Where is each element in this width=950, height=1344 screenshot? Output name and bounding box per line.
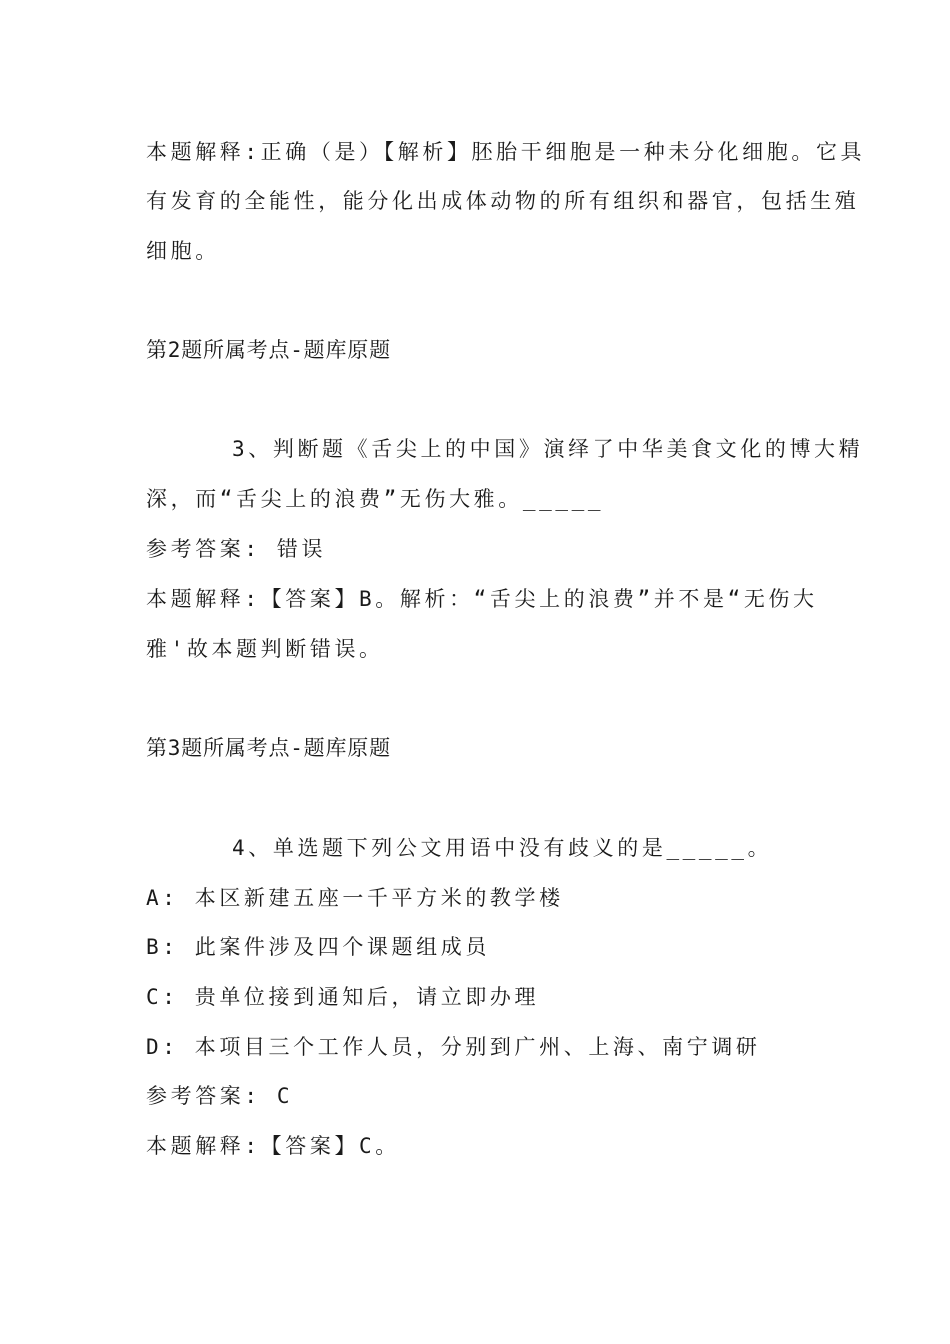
q1-explanation-line1: 本题解释:正确（是）【解析】胚胎干细胞是一种未分化细胞。它具 — [146, 140, 866, 164]
q3-explanation-line2: 雅'故本题判断错误。 — [146, 637, 384, 661]
q4-explanation: 本题解释:【答案】C。 — [146, 1134, 400, 1158]
q3-answer: 参考答案: 错误 — [146, 537, 327, 561]
q4-option-c: C: 贵单位接到通知后，请立即办理 — [146, 985, 540, 1009]
q4-option-a: A: 本区新建五座一千平方米的教学楼 — [146, 886, 564, 910]
q1-explanation-line2: 有发育的全能性，能分化出成体动物的所有组织和器官，包括生殖 — [146, 189, 860, 213]
q3-explanation-line1: 本题解释:【答案】B。解析：“舌尖上的浪费”并不是“无伤大 — [146, 587, 818, 611]
q3-topic-heading: 第3题所属考点-题库原题 — [146, 736, 391, 760]
q3-question-line1: 3、判断题《舌尖上的中国》演绎了中华美食文化的博大精 — [232, 437, 864, 461]
q4-option-d: D: 本项目三个工作人员，分别到广州、上海、南宁调研 — [146, 1035, 761, 1059]
q2-topic-heading: 第2题所属考点-题库原题 — [146, 338, 391, 362]
q4-answer: 参考答案: C — [146, 1084, 294, 1108]
q4-option-b: B: 此案件涉及四个课题组成员 — [146, 935, 490, 959]
q3-question-line2: 深，而“舌尖上的浪费”无伤大雅。_____ — [146, 487, 605, 511]
q4-question: 4、单选题下列公文用语中没有歧义的是_____。 — [232, 836, 773, 860]
q1-explanation-line3: 细胞。 — [146, 239, 220, 263]
